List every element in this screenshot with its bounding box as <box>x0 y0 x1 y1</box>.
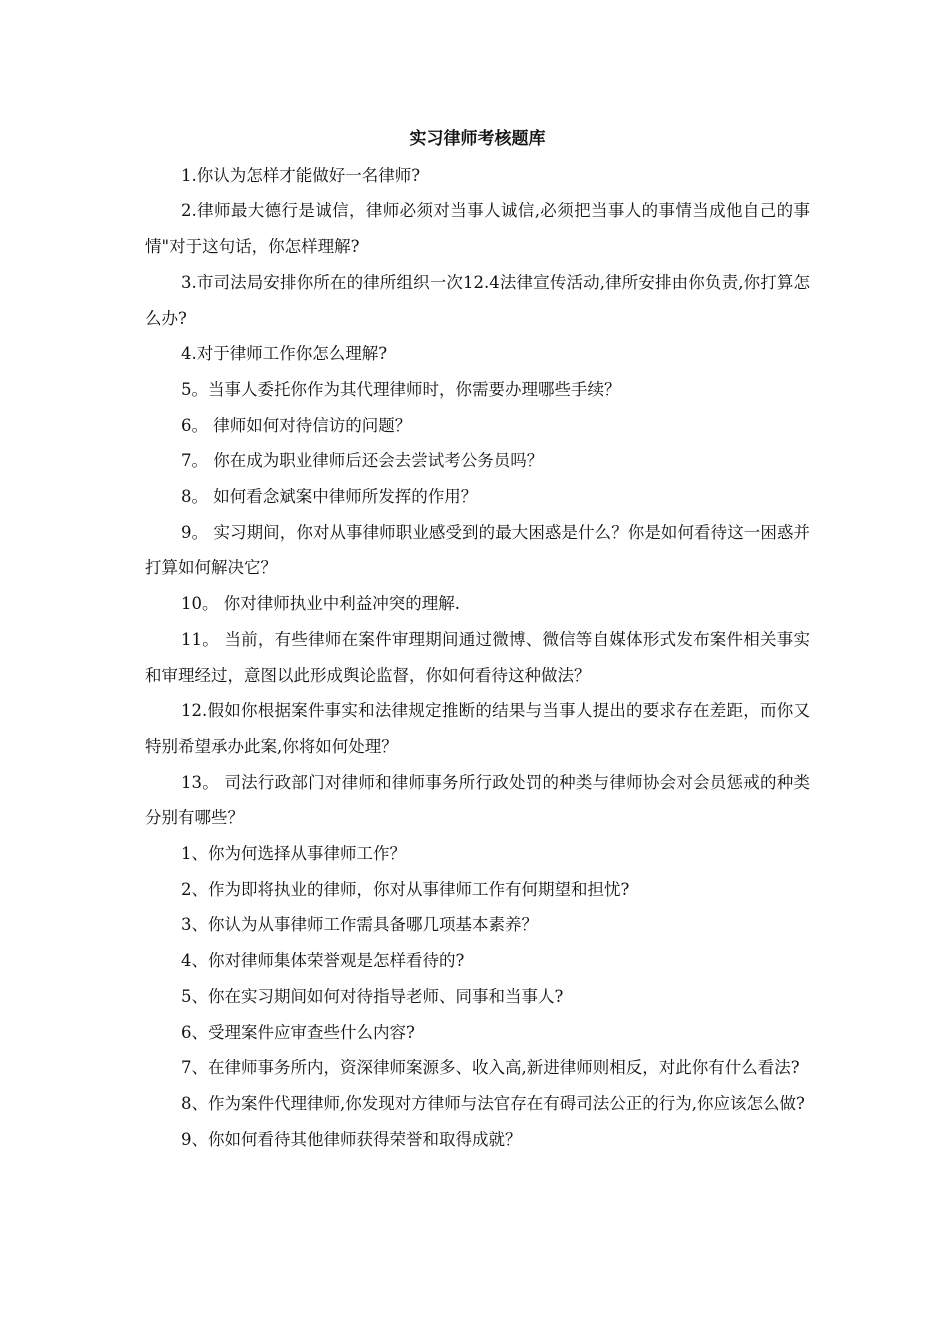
question-item: 6、受理案件应审查些什么内容? <box>181 1022 415 1042</box>
question-item: 4.对于律师工作你怎么理解? <box>181 344 388 364</box>
question-item: 10。 你对律师执业中利益冲突的理解. <box>181 594 460 614</box>
question-item: 8。 如何看念斌案中律师所发挥的作用？ <box>181 487 478 507</box>
question-item: 9、你如何看待其他律师获得荣誉和取得成就？ <box>181 1129 522 1149</box>
question-item: 7。 你在成为职业律师后还会去尝试考公务员吗？ <box>181 451 544 471</box>
question-item: 3.市司法局安排你所在的律所组织一次12.4法律宣传活动,律所安排由你负责,你打算怎么办? <box>145 272 810 328</box>
question-item: 1.你认为怎样才能做好一名律师? <box>181 165 421 185</box>
document-body <box>145 122 810 1157</box>
question-item: 5、你在实习期间如何对待指导老师、同事和当事人? <box>181 986 564 1006</box>
question-item: 9。 实习期间，你对从事律师职业感受到的最大困惑是什么？你是如何看待这一困惑并打算如何解决它？ <box>145 522 810 578</box>
document-title: 实习律师考核题库 <box>409 129 546 149</box>
question-item: 4、你对律师集体荣誉观是怎样看待的? <box>181 951 465 971</box>
question-item: 6。 律师如何对待信访的问题？ <box>181 415 412 435</box>
question-item: 12.假如你根据案件事实和法律规定推断的结果与当事人提出的要求存在差距，而你又特别希望承办此案,你将如何处理？ <box>145 701 810 756</box>
question-item: 11。 当前，有些律师在案件审理期间通过微博、微信等自媒体形式发布案件相关事实和审理经过，意图以此形成舆论监督，你如何看待这种做法？ <box>145 629 810 685</box>
question-item: 1、你为何选择从事律师工作？ <box>181 844 406 864</box>
question-item: 7、在律师事务所内，资深律师案源多、收入高,新进律师则相反，对此你有什么看法? <box>181 1058 800 1078</box>
question-item: 3、你认为从事律师工作需具备哪几项基本素养？ <box>181 915 538 935</box>
question-item: 13。 司法行政部门对律师和律师事务所行政处罚的种类与律师协会对会员惩戒的种类分别有哪些？ <box>145 772 810 828</box>
question-item: 2.律师最大德行是诚信，律师必须对当事人诚信,必须把当事人的事情当成他自己的事情"对于这句话，你怎样理解? <box>145 201 810 257</box>
question-item: 2、作为即将执业的律师，你对从事律师工作有何期望和担忧? <box>181 879 630 899</box>
question-item: 5。当事人委托你作为其代理律师时，你需要办理哪些手续？ <box>181 379 621 399</box>
question-item: 8、作为案件代理律师,你发现对方律师与法官存在有碍司法公正的行为,你应该怎么做? <box>181 1093 805 1113</box>
